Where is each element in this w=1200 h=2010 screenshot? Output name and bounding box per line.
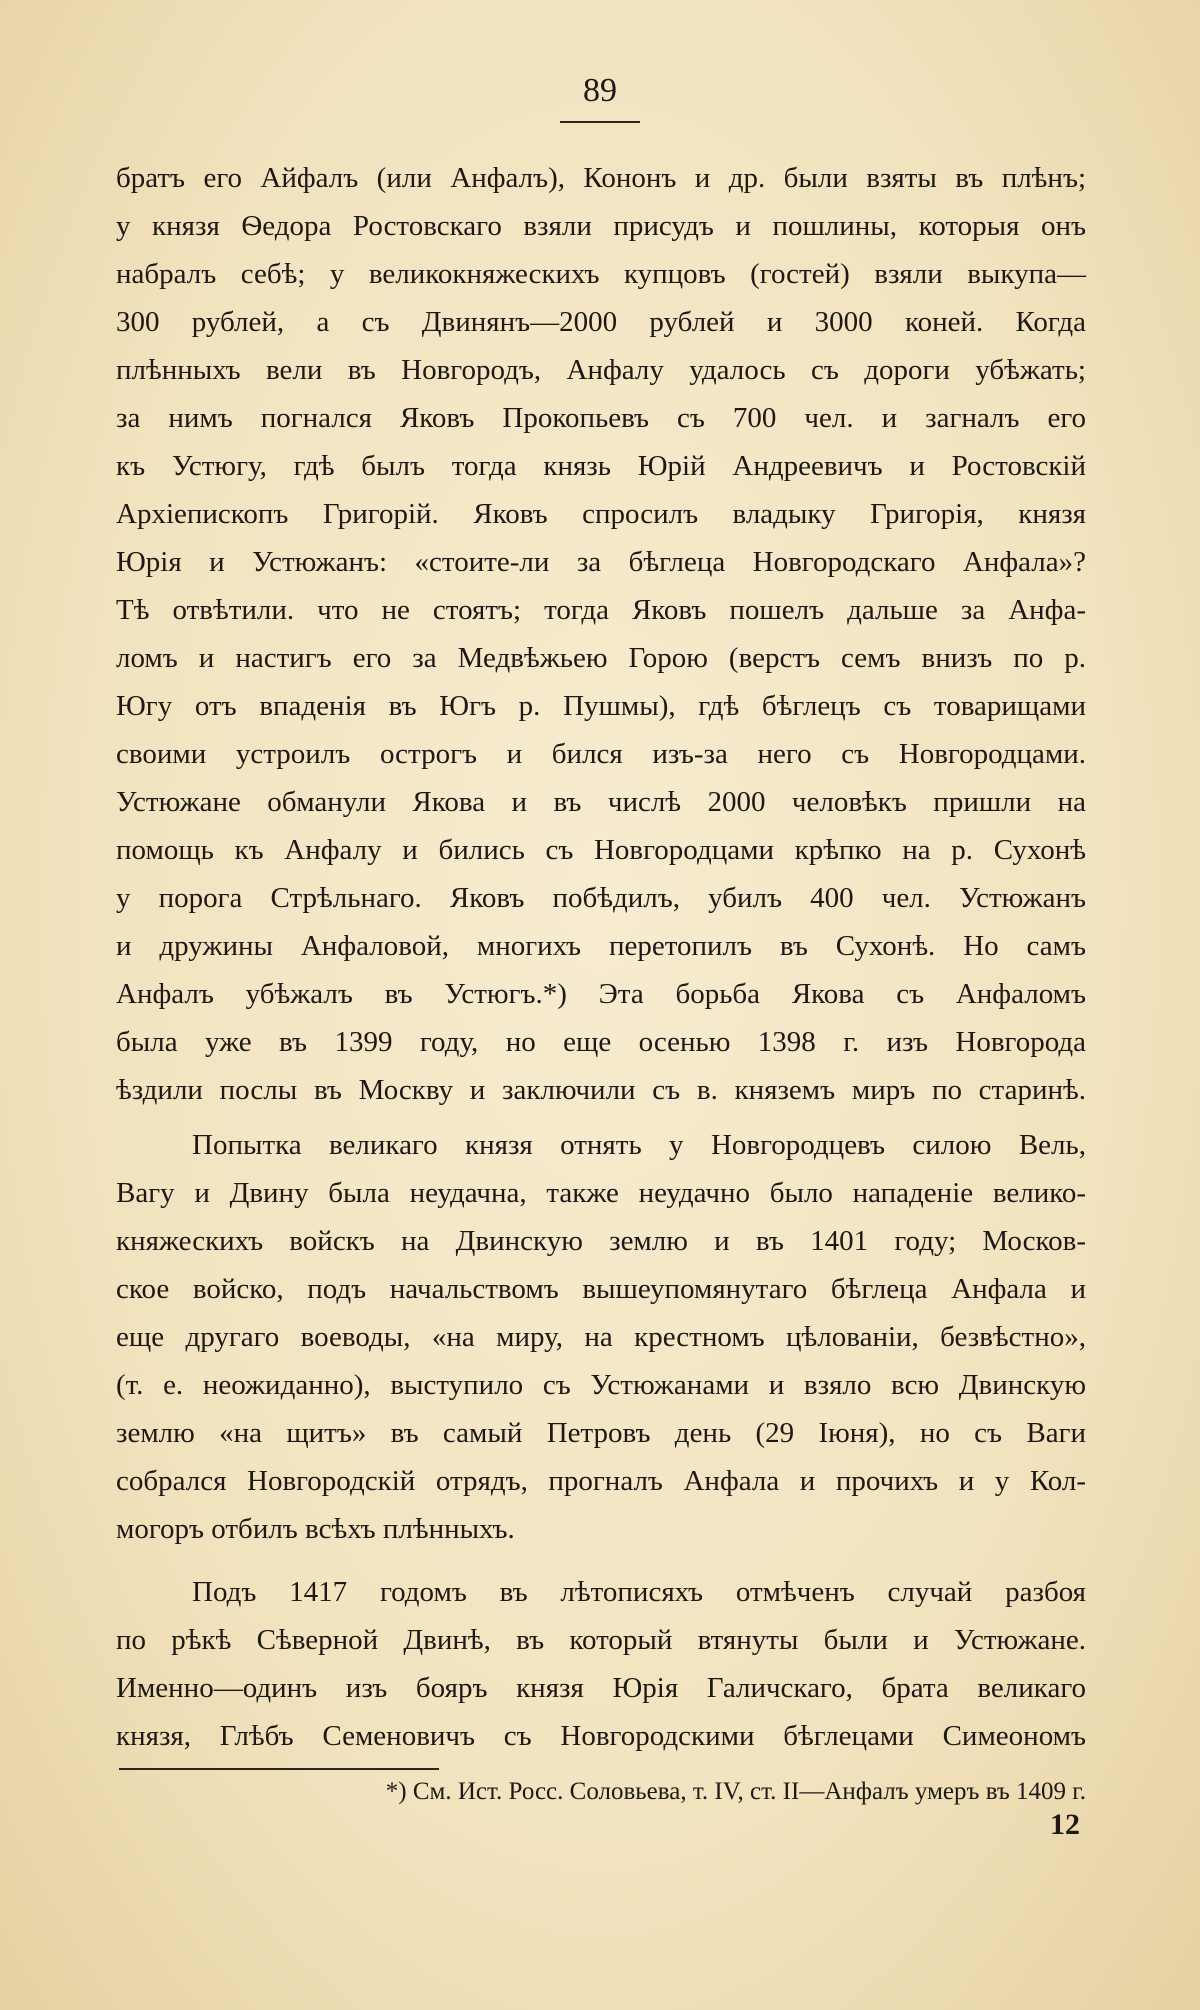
text-line: еще другаго воеводы, «на миру, на крестномъ цѣлованіи, безвѣстно», — [116, 1321, 1086, 1353]
paragraph-3 — [116, 1568, 1086, 1760]
text-line: ломъ и настигъ его за Медвѣжьею Горою (верстъ семъ внизъ по р. — [116, 642, 1086, 674]
text-line: землю «на щитъ» въ самый Петровъ день (29 Іюня), но съ Ваги — [116, 1417, 1086, 1449]
text-line: за нимъ погнался Яковъ Прокопьевъ съ 700 чел. и загналъ его — [116, 402, 1086, 434]
text-line: могоръ отбилъ всѣхъ плѣнныхъ. — [116, 1513, 515, 1545]
text-line: къ Устюгу, гдѣ былъ тогда князь Юрій Андреевичъ и Ростовскій — [116, 450, 1086, 482]
text-line: собрался Новгородскій отрядъ, прогналъ Анфала и прочихъ и у Кол- — [116, 1465, 1086, 1497]
paragraph-2 — [116, 1121, 1086, 1553]
text-line: у порога Стрѣльнаго. Яковъ побѣдилъ, убилъ 400 чел. Устюжанъ — [116, 882, 1086, 914]
text-line: набралъ себѣ; у великокняжескихъ купцовъ (гостей) взяли выкупа— — [116, 258, 1086, 290]
text-line: ское войско, подъ начальствомъ вышеупомянутаго бѣглеца Анфала и — [116, 1273, 1086, 1305]
text-line: Югу отъ впаденія въ Югъ р. Пушмы), гдѣ бѣглецъ съ товарищами — [116, 690, 1086, 722]
text-line: Вагу и Двину была неудачна, также неудачно было нападеніе велико- — [116, 1177, 1086, 1209]
text-line: Архіепископъ Григорій. Яковъ спросилъ владыку Григорія, князя — [116, 498, 1086, 530]
text-line: 300 рублей, а съ Двинянъ—2000 рублей и 3000 коней. Когда — [116, 306, 1086, 338]
text-line: по рѣкѣ Сѣверной Двинѣ, въ который втянуты были и Устюжане. — [116, 1624, 1086, 1656]
text-line: князя, Глѣбъ Семеновичъ съ Новгородскими бѣглецами Симеономъ — [116, 1720, 1086, 1752]
text-line: и дружины Анфаловой, многихъ перетопилъ въ Сухонѣ. Но самъ — [116, 930, 1086, 962]
text-line: плѣнныхъ вели въ Новгородъ, Анфалу удалось съ дороги убѣжать; — [116, 354, 1086, 386]
text-line: Устюжане обманули Якова и въ числѣ 2000 человѣкъ пришли на — [116, 786, 1086, 818]
text-line: Юрія и Устюжанъ: «стоите-ли за бѣглеца Новгородскаго Анфала»? — [116, 546, 1086, 578]
paragraph-1 — [116, 154, 1086, 1114]
text-line: Попытка великаго князя отнять у Новгородцевъ силою Вель, — [192, 1129, 1086, 1161]
text-line: княжескихъ войскъ на Двинскую землю и въ 1401 году; Москов- — [116, 1225, 1086, 1257]
text-line: у князя Ѳедора Ростовскаго взяли присудъ и пошлины, которыя онъ — [116, 210, 1086, 242]
text-line: братъ его Айфалъ (или Анфалъ), Кононъ и др. были взяты въ плѣнъ; — [116, 162, 1086, 194]
text-line: Именно—одинъ изъ бояръ князя Юрія Галичскаго, брата великаго — [116, 1672, 1086, 1704]
footnote: *) См. Ист. Росс. Соловьева, т. IV, ст. II—Анфалъ умеръ въ 1409 г. — [385, 1778, 1086, 1805]
page-number: 89 — [583, 72, 617, 109]
text-line: Тѣ отвѣтили. что не стоятъ; тогда Яковъ пошелъ дальше за Анфа- — [116, 594, 1086, 626]
text-line: (т. е. неожиданно), выступило съ Устюжанами и взяло всю Двинскую — [116, 1369, 1086, 1401]
text-line: ѣздили послы въ Москву и заключили съ в. княземъ миръ по старинѣ. — [116, 1074, 1086, 1106]
text-line: была уже въ 1399 году, но еще осенью 1398 г. изъ Новгорода — [116, 1026, 1086, 1058]
page-number-rule — [560, 121, 640, 123]
footnote-rule — [119, 1768, 439, 1770]
text-line: Анфалъ убѣжалъ въ Устюгъ.*) Эта борьба Якова съ Анфаломъ — [116, 978, 1086, 1010]
signature-mark: 12 — [1050, 1808, 1080, 1841]
text-line: Подъ 1417 годомъ въ лѣтописяхъ отмѣченъ случай разбоя — [192, 1576, 1086, 1608]
text-line: помощь къ Анфалу и бились съ Новгородцами крѣпко на р. Сухонѣ — [116, 834, 1086, 866]
text-line: своими устроилъ острогъ и бился изъ-за него съ Новгородцами. — [116, 738, 1086, 770]
